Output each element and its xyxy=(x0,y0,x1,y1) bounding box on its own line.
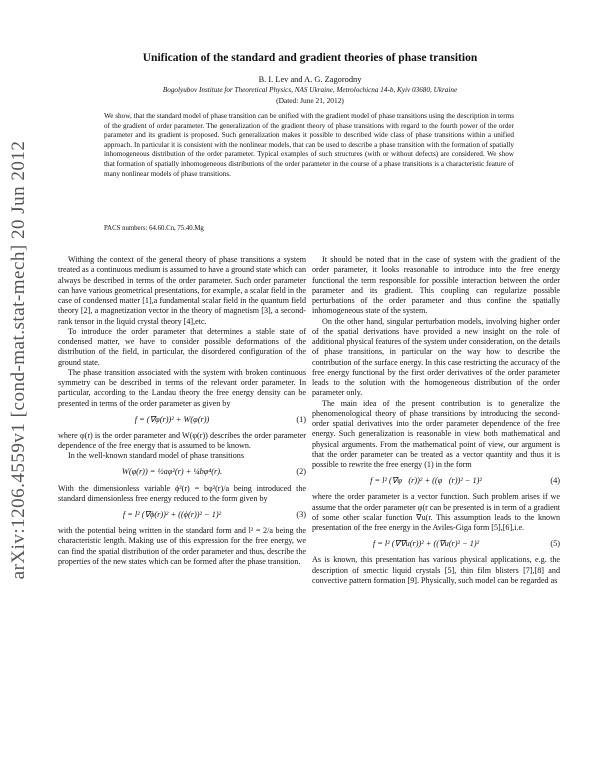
paragraph: with the potential being written in the standard form and l² = 2/a being the characteristic length. Making use of this expression for the free energy, we can find the spatial distribution of the order parameter and thus, describe the properties of the new states which can be formed after the phase transition. xyxy=(58,526,306,566)
paragraph: With the dimensionless variable ϕ²(r) = bφ²(r)/a being introduced the standard dimensionless free energy reduced to the form given by xyxy=(58,483,306,503)
paragraph: As is known, this presentation has various physical applications, e.g. the description of smectic liquid crystals [5], thin film blisters [7],[8] and convective pattern formation [9]. Physically, such model can be regarded as xyxy=(312,555,560,585)
equation-expression: f = l² (∇φ⃗(r))² + ((φ⃗(r))² − 1)² xyxy=(370,476,482,486)
paragraph: On the other hand, singular perturbation models, involving higher order of the spatial derivations have provided a new insight on the role of additional physical features of the system under consideration, on the details of phase transitions, in particular on the way how to describe the contribution of the surface energy. In this case restricting the accuracy of the free energy functional by the first order derivatives of the order parameter leads to the solution with the homogeneous distribution of the order parameter only. xyxy=(312,316,560,398)
equation-number: (5) xyxy=(550,539,560,549)
equation-2 xyxy=(58,465,306,481)
paragraph: To introduce the order parameter that determines a stable state of condensed matter, we have to consider possible deformations of the distribution of the field, in particular, the disordered configuration of the ground state. xyxy=(58,326,306,367)
equation-number: (4) xyxy=(550,476,560,486)
pacs-numbers: PACS numbers: 64.60.Cn, 75.40.Mg xyxy=(104,225,204,232)
equation-expression: W(φ(r)) = ½aφ²(r) + ¼bφ⁴(r). xyxy=(121,467,223,477)
paragraph: It should be noted that in the case of system with the gradient of the order parameter, it looks reasonable to introduce into the free energy functional the term responsible for possible interaction between the order parameter and its gradient. This coupling can regularize possible perturbations of the order parameter and thus confine the spatially inhomogeneous state of the system. xyxy=(312,255,560,316)
paragraph: The phase transition associated with the system with broken continuous symmetry can be described in terms of the relevant order parameter. In particular, according to the Landau theory the free energy density can be presented in terms of the order parameter as given by xyxy=(58,367,306,408)
equation-number: (2) xyxy=(296,467,306,477)
equation-4 xyxy=(312,473,560,489)
paragraph: where φ(r) is the order parameter and W(φ(r)) describes the order parameter dependence of the free energy that is assumed to be known. xyxy=(58,430,306,450)
arxiv-identifier: arXiv:1206.4559v1 [cond-mat.stat-mech] 20 Jun 2012 xyxy=(8,140,29,580)
equation-3 xyxy=(58,507,306,523)
left-column xyxy=(58,255,306,567)
affiliation: Bogolyubov Institute for Theoretical Physics, NAS Ukraine, Metrolochicna 14-b, Kyiv 03680, Ukraine xyxy=(162,86,458,94)
equation-number: (1) xyxy=(296,414,306,424)
right-column xyxy=(312,255,560,586)
equation-expression: f = l² (∇∇u(r))² + ((∇u(r)² − 1)² xyxy=(372,539,480,549)
paper-title: Unification of the standard and gradient theories of phase transition xyxy=(142,52,478,64)
date-line: (Dated: June 21, 2012) xyxy=(276,96,344,105)
equation-expression: f = (∇φ(r))² + W(φ(r)) xyxy=(134,414,210,424)
arxiv-side-label xyxy=(4,120,34,600)
authors: B. I. Lev and A. G. Zagorodny xyxy=(258,75,362,84)
paragraph: Withing the context of the general theory of phase transitions a system treated as a continuous medium is assumed to have a ground state which can always be described in terms of the order parameter. Such order parameter can have various geometrical presentations, for example, a scalar field in the case of condensed matter [1],a fundamental scalar field in the quantum field theory [2], a magnetization vector in the theory of magnetism [3], a second-rank tensor in the liquid crystal theory [4],etc. xyxy=(58,255,306,326)
abstract: We show, that the standard model of phase transition can be unified with the gradient model of phase transitions using the description in terms of the gradient of order parameter. The generalization of the gradient theory of phase transitions with regard to the fourth power of the order parameter and its gradient is proposed. Such generalization makes it possible to described wide class of phase transitions within a unified approach. In particular it is consistent with the nonlinear models, that can be used to describe a phase transition with the formation of spatially inhomogeneous distribution of the order parameter. Typical examples of such structures (with or without defects) are considered. We show that formation of spatially inhomogeneous distributions of the order parameter in the course of a phase transitions is a characteristic feature of many nonlinear models of phase transitions. xyxy=(104,112,514,178)
paragraph: The main idea of the present contribution is to generalize the phenomenological theory of phase transitions by introducing the second-order spatial derivatives into the order parameter dependence of the free energy. Such generalization is reasonable in view both mathematical and physical arguments. From the mathematical point of view, our argument is that the order parameter can be treated as a vector quantity and thus it is possible to rewrite the free energy (1) in the form xyxy=(312,398,560,469)
equation-expression: f = l² (∇ϕ(r))² + ((ϕ(r))² − 1)² xyxy=(122,509,222,519)
equation-5 xyxy=(312,536,560,552)
paragraph: where the order parameter is a vector function. Such problem arises if we assume that the order parameter φ(r can be presented is in term of a gradient of some other scalar function ∇u(r. This assumption leads to the known presentation of the free energy in the Aviles-Giga form [5],[6],i.e. xyxy=(312,492,560,532)
paragraph: In the well-known standard model of phase transitions xyxy=(68,451,244,461)
equation-1 xyxy=(58,412,306,428)
equation-number: (3) xyxy=(296,509,306,519)
